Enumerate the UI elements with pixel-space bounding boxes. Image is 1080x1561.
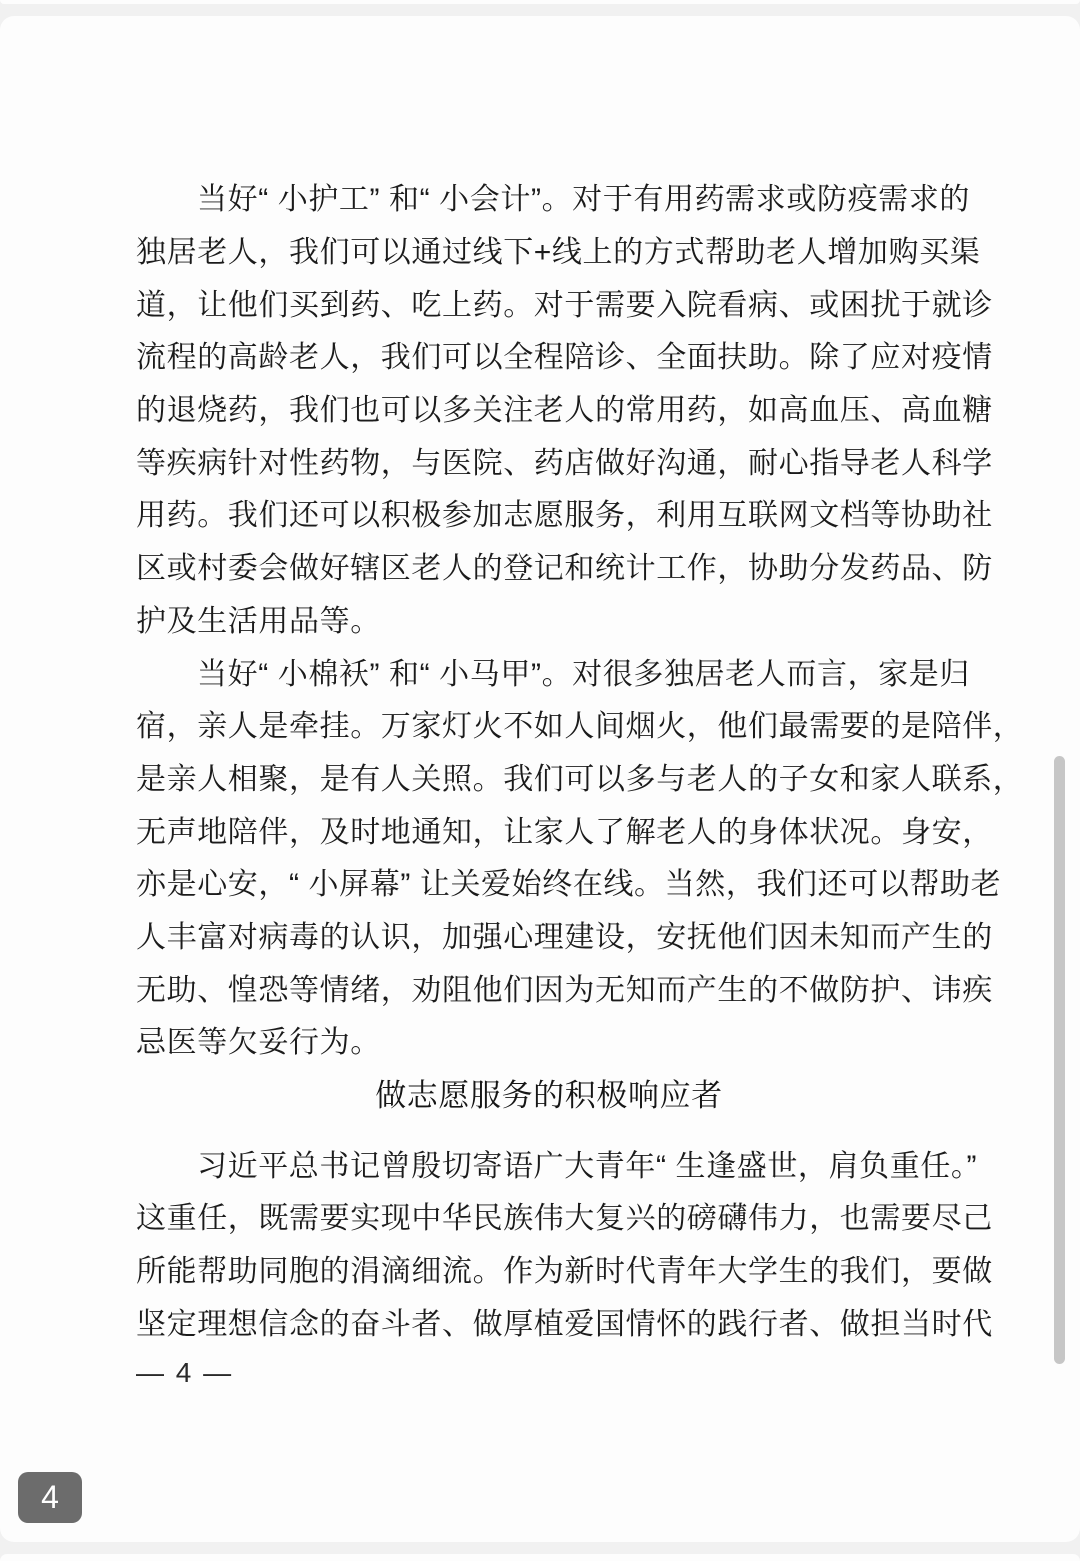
text-line: 流程的高龄老人，我们可以全程陪诊、全面扶助。除了应对疫情 [136, 341, 993, 375]
text-line: 无声地陪伴，及时地通知，让家人了解老人的身体状况。身安， [136, 815, 993, 849]
text-line: 当好“ 小棉袄” 和“ 小马甲”。对很多独居老人而言，家是归 [197, 657, 970, 691]
previous-page-edge [0, 0, 1080, 4]
paragraph [136, 170, 993, 644]
text-line: 这重任，既需要实现中华民族伟大复兴的磅礴伟力，也需要尽己 [136, 1202, 993, 1236]
text-line: 等疾病针对性药物，与医院、药店做好沟通，耐心指导老人科学 [136, 446, 993, 480]
text-line: 道，让他们买到药、吃上药。对于需要入院看病、或困扰于就诊 [136, 288, 993, 322]
text-line: 人丰富对病毒的认识，加强心理建设，安抚他们因未知而产生的 [136, 920, 993, 954]
text-line: 是亲人相聚，是有人关照。我们可以多与老人的子女和家人联系， [136, 762, 1024, 796]
paragraph [136, 1136, 993, 1347]
text-line: 坚定理想信念的奋斗者、做厚植爱国情怀的践行者、做担当时代 [136, 1307, 993, 1341]
text-line: 忌医等欠妥行为。 [136, 1026, 381, 1060]
page-number: — 4 — [136, 1357, 234, 1389]
text-line: 亦是心安，“ 小屏幕” 让关爱始终在线。当然，我们还可以帮助老 [136, 868, 1002, 902]
next-page-edge [0, 1554, 1080, 1561]
paragraph [136, 644, 1024, 1066]
document-page [0, 16, 1080, 1542]
text-line: 的退烧药，我们也可以多关注老人的常用药，如高血压、高血糖 [136, 394, 993, 428]
page-indicator-label: 4 [41, 1479, 59, 1515]
text-line: 习近平总书记曾殷切寄语广大青年“ 生逢盛世，肩负重任。” [197, 1149, 978, 1183]
section-heading: 做志愿服务的积极响应者 [375, 1077, 723, 1113]
text-line: 宿，亲人是牵挂。万家灯火不如人间烟火，他们最需要的是陪伴， [136, 710, 1024, 744]
text-line: 独居老人，我们可以通过线下+线上的方式帮助老人增加购买渠 [136, 236, 981, 270]
text-line: 无助、惶恐等情绪，劝阻他们因为无知而产生的不做防护、讳疾 [136, 973, 993, 1007]
scrollbar-thumb[interactable] [1054, 756, 1065, 1364]
text-line: 所能帮助同胞的涓滴细流。作为新时代青年大学生的我们，要做 [136, 1255, 993, 1289]
text-line: 区或村委会做好辖区老人的登记和统计工作，协助分发药品、防 [136, 552, 993, 586]
text-line: 用药。我们还可以积极参加志愿服务，利用互联网文档等协助社 [136, 499, 993, 533]
text-line: 当好“ 小护工” 和“ 小会计”。对于有用药需求或防疫需求的 [197, 183, 970, 217]
page-text-block [136, 170, 1024, 1400]
text-line: 护及生活用品等。 [136, 604, 381, 638]
page-indicator-badge [18, 1472, 82, 1523]
